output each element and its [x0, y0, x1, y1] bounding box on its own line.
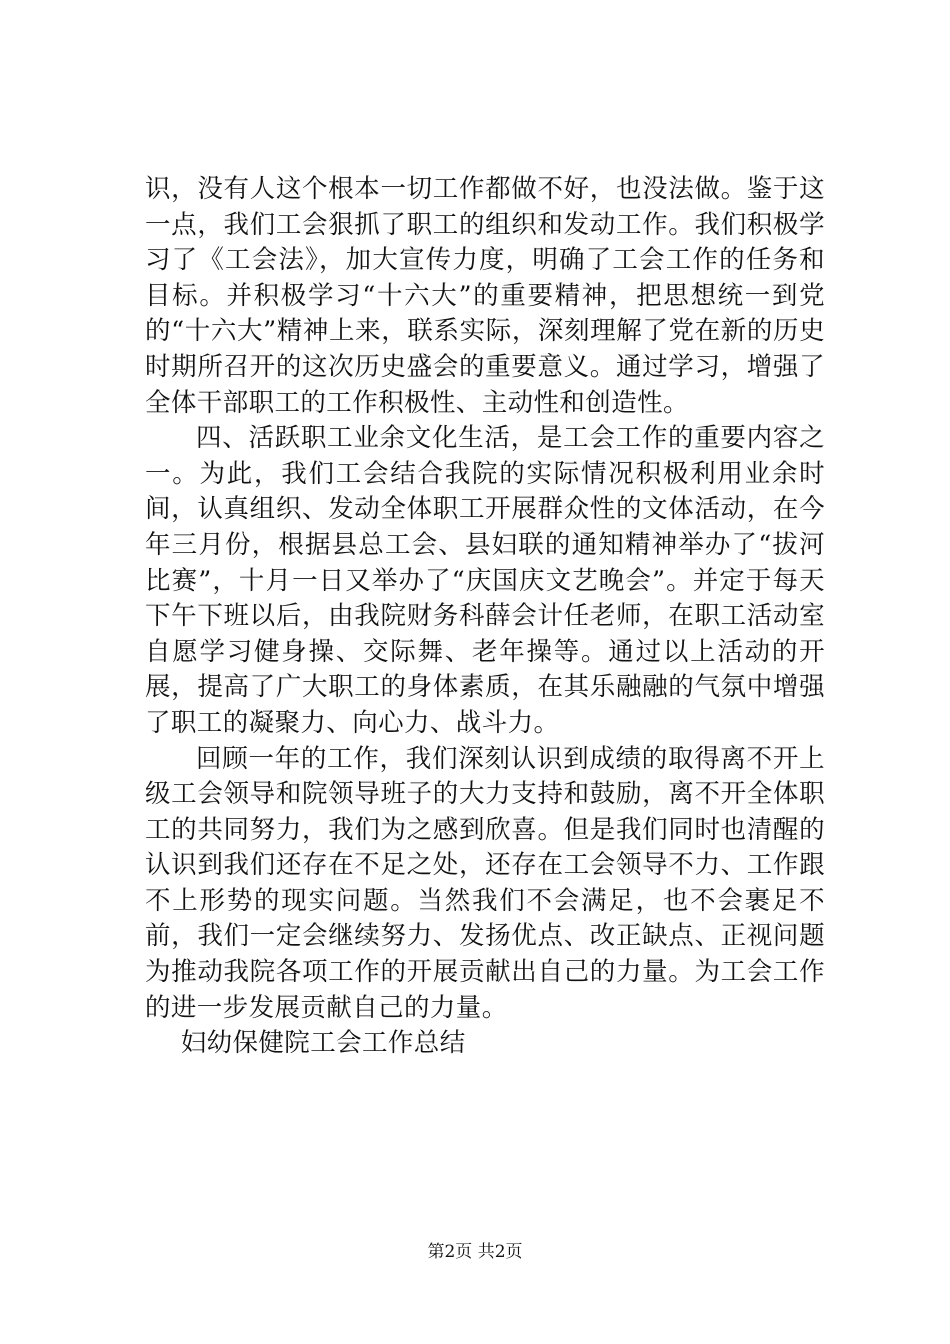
paragraph-cultural-activities: 四、活跃职工业余文化生活，是工会工作的重要内容之一。为此，我们工会结合我院的实际情况积极利用业余时间，认真组织、发动全体职工开展群众性的文体活动，在今年三月份，根据县总工会、县妇联的通知精神举办了“拔河比赛”，十月一日又举办了“庆国庆文艺晚会”。并定于每天下午下班以后，由我院财务科薛会计任老师，在职工活动室自愿学习健身操、交际舞、老年操等。通过以上活动的开展，提高了广大职工的身体素质，在其乐融融的气氛中增强了职工的凝聚力、向心力、战斗力。 [145, 423, 825, 738]
paragraph-continued: 识，没有人这个根本一切工作都做不好，也没法做。鉴于这一点，我们工会狠抓了职工的组织和发动工作。我们积极学习了《工会法》，加大宣传力度，明确了工会工作的任务和目标。并积极学习“十六大”的重要精神，把思想统一到党的“十六大”精神上来，联系实际，深刻理解了党在新的历史时期所召开的这次历史盛会的重要意义。通过学习，增强了全体干部职工的工作积极性、主动性和创造性。 [145, 174, 825, 418]
paragraph-review: 回顾一年的工作，我们深刻认识到成绩的取得离不开上级工会领导和院领导班子的大力支持和鼓励，离不开全体职工的共同努力，我们为之感到欣喜。但是我们同时也清醒的认识到我们还存在不足之处，还存在工会领导不力、工作跟不上形势的现实问题。当然我们不会满足，也不会裹足不前，我们一定会继续努力、发扬优点、改正缺点、正视问题为推动我院各项工作的开展贡献出自己的力量。为工会工作的进一步发展贡献自己的力量。 [145, 743, 825, 1023]
closing-title: 妇幼保健院工会工作总结 [180, 1028, 466, 1059]
page-number: 第2页 共2页 [427, 1242, 523, 1262]
document-body [145, 172, 825, 1062]
